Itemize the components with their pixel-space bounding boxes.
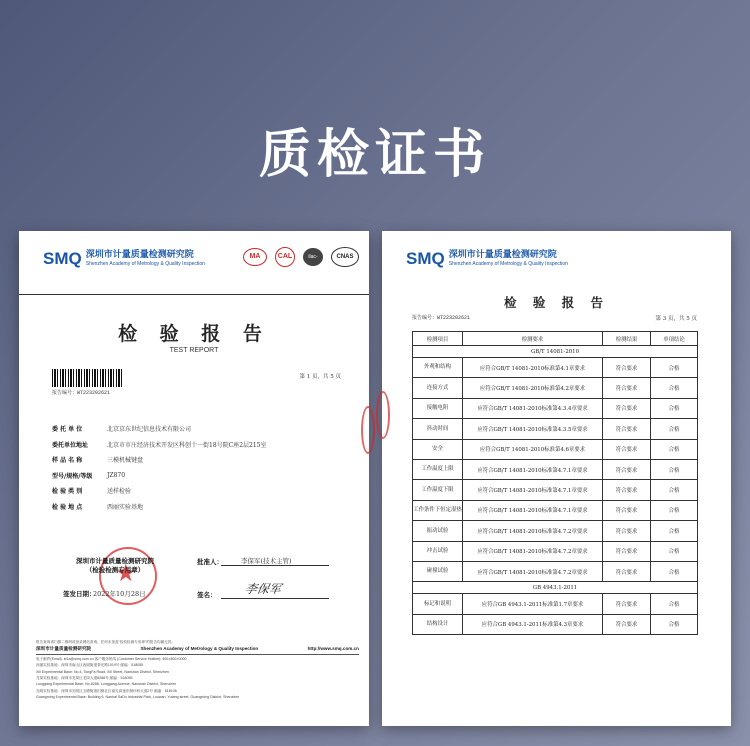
requirement-cell: 应符合GB/T 14081-2010标准第4.7.2章要求 xyxy=(463,561,603,581)
certification-marks xyxy=(243,247,359,278)
standard-label: GB/T 14081-2010 xyxy=(413,346,698,358)
signature-line xyxy=(221,598,329,599)
issue-date-label: 签发日期： xyxy=(63,590,96,598)
result-cell: 符合要求 xyxy=(603,459,651,479)
org-name-cn: 深圳市计量质量检测研究院 xyxy=(448,250,557,260)
footer-org-line xyxy=(36,646,359,654)
seal-edge-icon xyxy=(361,406,375,454)
info-row xyxy=(52,499,342,515)
table-header-row xyxy=(413,332,698,346)
requirement-cell: 应符合GB/T 14081-2010标准第4.7.1章要求 xyxy=(463,480,603,500)
test-item-cell: 工作温度上限 xyxy=(413,459,463,479)
org-name-en: Shenzhen Academy of Metrology & Quality Inspection xyxy=(85,261,205,267)
info-value: 西丽实验基地 xyxy=(107,503,144,511)
report-header xyxy=(19,231,369,295)
column-header: 检测要求 xyxy=(463,332,603,346)
report-footer xyxy=(36,639,359,701)
footer-line: 光明实验基地：深圳市光明区玉塘街道田寮社区南光高速东侧环科大道2号 邮编：518106 xyxy=(36,688,177,693)
barcode-icon xyxy=(52,369,124,387)
table-row xyxy=(413,594,698,614)
verdict-cell: 合格 xyxy=(651,614,698,634)
result-cell: 符合要求 xyxy=(603,521,651,541)
seal-edge-icon xyxy=(376,391,390,439)
footer-line: Xili Experimental Base: No.4, TongFa Road, Xili Street, Nanshan District, Shenzhen xyxy=(36,669,169,674)
issuer-name: 深圳市计量质量检测研究院 xyxy=(76,557,154,565)
test-item-cell: 工作条件下恒定湿热 xyxy=(413,500,463,520)
info-value: JZ870 xyxy=(107,471,126,479)
requirement-cell: 应符合GB/T 14081-2010标准第4.6章要求 xyxy=(463,439,603,459)
page-number: 第 1 页，共 5 页 xyxy=(299,374,341,380)
requirement-cell: 应符合GB 4943.1-2011标准第1.7章要求 xyxy=(463,594,603,614)
ilac-mra-mark-icon: ilac-MRA xyxy=(303,248,323,266)
verdict-cell: 合格 xyxy=(651,561,698,581)
handwritten-signature: 李保军 xyxy=(243,582,283,596)
signature-label: 签名： xyxy=(197,591,217,599)
requirement-cell: 应符合GB 4943.1-2011标准第4.3章要求 xyxy=(463,614,603,634)
result-cell: 符合要求 xyxy=(603,419,651,439)
footer-notice: 报告查询请扫描二维码或登录网站查询，任何未加盖“检验检测专用章”的报告均属无效。 xyxy=(36,640,175,644)
info-label: 委 托 单 位 xyxy=(52,426,83,434)
smq-logo xyxy=(43,249,205,269)
cma-mark-icon: MA xyxy=(243,248,267,266)
test-item-cell: 碰撞试验 xyxy=(413,561,463,581)
approver-line xyxy=(221,565,329,566)
verdict-cell: 合格 xyxy=(651,500,698,520)
verdict-cell: 合格 xyxy=(651,439,698,459)
result-cell: 符合要求 xyxy=(603,500,651,520)
report-cover-page xyxy=(19,231,369,726)
info-label: 检 验 类 别 xyxy=(52,488,83,496)
requirement-cell: 应符合GB/T 14081-2010标准第4.7.2章要求 xyxy=(463,521,603,541)
table-row xyxy=(413,541,698,561)
verdict-cell: 合格 xyxy=(651,419,698,439)
report-title-en: TEST REPORT xyxy=(169,347,219,354)
result-cell: 符合要求 xyxy=(603,594,651,614)
table-row xyxy=(413,561,698,581)
org-name-cn: 深圳市计量质量检测研究院 xyxy=(85,250,194,260)
issuer-seal-note: （检验检测专用章） xyxy=(85,566,145,574)
page-title: 质检证书 xyxy=(258,125,491,185)
column-header: 单项结论 xyxy=(651,332,698,346)
test-item-cell: 抖动时间 xyxy=(413,419,463,439)
report-title: 检 验 报 告 xyxy=(118,323,270,345)
requirement-cell: 应符合GB/T 14081-2010标准第4.7.1章要求 xyxy=(463,459,603,479)
footer-line: Guangming Experimental Base: Building 6, Nanhai SaDu Industrial Park, Louwan, Yutang street, Guangming District, Shenzhen xyxy=(36,695,240,700)
table-row xyxy=(413,480,698,500)
table-row xyxy=(413,439,698,459)
requirement-cell: 应符合GB/T 14081-2010标准第4.2章要求 xyxy=(463,378,603,398)
page-number: 第 3 页，共 5 页 xyxy=(655,316,697,322)
test-item-cell: 接触电阻 xyxy=(413,398,463,418)
table-row xyxy=(413,398,698,418)
report-results-page xyxy=(382,231,731,726)
result-cell: 符合要求 xyxy=(603,358,651,378)
table-row xyxy=(413,614,698,634)
info-value: 三模机械键盘 xyxy=(107,457,144,465)
result-cell: 符合要求 xyxy=(603,541,651,561)
issuer-block xyxy=(65,557,165,575)
verdict-cell: 合格 xyxy=(651,358,698,378)
requirement-cell: 应符合GB/T 14081-2010标准第4.7.2章要求 xyxy=(463,541,603,561)
requirement-cell: 应符合GB/T 14081-2010标准第4.3.4章要求 xyxy=(463,398,603,418)
column-header: 检测项目 xyxy=(413,332,463,346)
table-row xyxy=(413,378,698,398)
result-cell: 符合要求 xyxy=(603,561,651,581)
issue-date: 2022年10月28日 xyxy=(93,590,146,598)
info-label: 委托单位地址 xyxy=(52,441,89,449)
test-item-cell: 结构设计 xyxy=(413,614,463,634)
test-item-cell: 冲击试验 xyxy=(413,541,463,561)
requirement-cell: 应符合GB/T 14081-2010标准第4.3.5章要求 xyxy=(463,419,603,439)
info-row xyxy=(52,483,342,499)
test-item-cell: 振动试验 xyxy=(413,521,463,541)
info-label: 型号/规格/等级 xyxy=(52,472,93,480)
test-item-cell: 安全 xyxy=(413,439,463,459)
verdict-cell: 合格 xyxy=(651,398,698,418)
approver-label: 批准人： xyxy=(197,558,223,566)
result-cell: 符合要求 xyxy=(603,398,651,418)
result-cell: 符合要求 xyxy=(603,480,651,500)
table-row xyxy=(413,521,698,541)
standard-group-row xyxy=(413,582,698,594)
table-row xyxy=(413,419,698,439)
report-number: 报告编号：WT223202621 xyxy=(412,315,471,321)
info-value: 北京京东世纪信息技术有限公司 xyxy=(107,426,192,434)
verdict-cell: 合格 xyxy=(651,521,698,541)
test-item-cell: 工作温度下限 xyxy=(413,480,463,500)
info-label: 样 品 名 称 xyxy=(52,457,83,465)
footer-line: 龙岗实验基地：深圳市龙岗区龙岗大道8288号 邮编：518055 xyxy=(36,676,133,681)
cnas-mark-icon: CNAS xyxy=(331,247,359,267)
verdict-cell: 合格 xyxy=(651,480,698,500)
requirement-cell: 应符合GB/T 14081-2010标准第4.1章要求 xyxy=(463,358,603,378)
standard-group-row xyxy=(413,346,698,358)
info-row xyxy=(52,421,342,437)
result-cell: 符合要求 xyxy=(603,439,651,459)
column-header: 检测结果 xyxy=(603,332,651,346)
test-results-table xyxy=(412,331,698,635)
footer-website: http://www.smq.com.cn xyxy=(307,646,359,652)
report-title: 检 验 报 告 xyxy=(503,295,610,310)
info-label: 检 验 地 点 xyxy=(52,503,83,511)
verdict-cell: 合格 xyxy=(651,378,698,398)
results-body xyxy=(413,346,698,635)
smq-logo xyxy=(406,249,568,269)
info-row xyxy=(52,437,342,453)
standard-label: GB 4943.1-2011 xyxy=(413,582,698,594)
verdict-cell: 合格 xyxy=(651,594,698,614)
info-value: 送样检验 xyxy=(107,488,132,496)
report-number: 报告编号：WT223202621 xyxy=(52,390,111,396)
table-row xyxy=(413,459,698,479)
smq-logo-mark: SMQ xyxy=(43,249,82,268)
info-row xyxy=(52,468,342,484)
info-value: 北京市市庄经济技术开发区科创十一街18号院C座2层215室 xyxy=(107,441,267,449)
test-item-cell: 标记和说明 xyxy=(413,594,463,614)
footer-line: 电子邮件(Email): kf1a@smq.com.cn 客户服务热线 (Customer Service Hotline): 400×800×0000 xyxy=(36,656,187,661)
table-row xyxy=(413,358,698,378)
verdict-cell: 合格 xyxy=(651,459,698,479)
smq-logo-mark: SMQ xyxy=(406,249,445,268)
info-row xyxy=(52,452,342,468)
table-row xyxy=(413,500,698,520)
result-cell: 符合要求 xyxy=(603,378,651,398)
test-item-cell: 外观和结构 xyxy=(413,358,463,378)
footer-line: 西丽实验基地：深圳市南山区西丽街道茶光路1019号 邮编：518055 xyxy=(36,663,144,668)
footer-org-en: Shenzhen Academy of Metrology & Quality Inspection xyxy=(140,646,259,652)
footer-line: Longgang Experimental Base: No.8288, Longgang Avenue, Nanshan District, Shenzhen xyxy=(36,682,177,687)
requirement-cell: 应符合GB/T 14081-2010标准第4.7.1章要求 xyxy=(463,500,603,520)
cal-mark-icon: CAL xyxy=(275,247,295,267)
verdict-cell: 合格 xyxy=(651,541,698,561)
sample-info-table xyxy=(52,421,342,514)
result-cell: 符合要求 xyxy=(603,614,651,634)
org-name-en: Shenzhen Academy of Metrology & Quality Inspection xyxy=(448,261,568,267)
footer-org-cn: 深圳市计量质量检测研究院 xyxy=(36,646,92,652)
test-item-cell: 连接方式 xyxy=(413,378,463,398)
approver-value: 李保军(技术主管) xyxy=(241,557,292,565)
